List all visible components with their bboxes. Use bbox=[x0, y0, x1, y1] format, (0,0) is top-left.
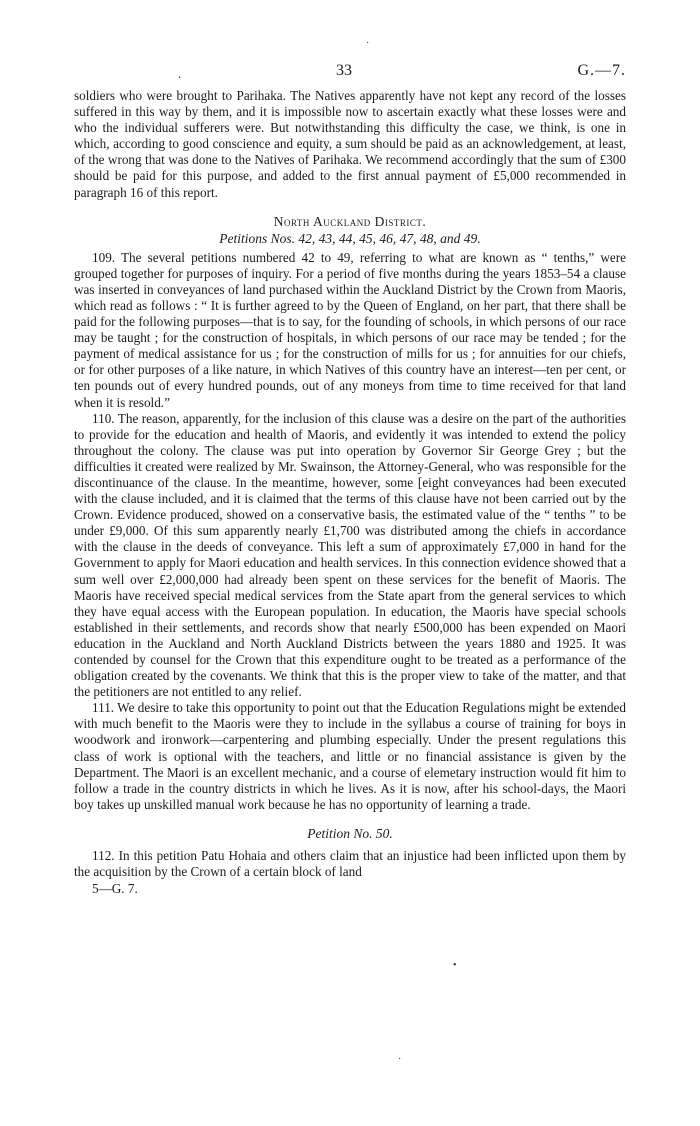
paragraph-111: 111. We desire to take this opportunity to point out that the Education Regulations might be extended with much benefit to the Maoris were they to include in the syllabus a course of training for boys in woodwork and ironwork—carpentering and plumbing especially. Under the present regulations this class of work is optional with the teachers, and little or no financial assistance is given by the Department. The Maori is an excellent mechanic, and a course of elemetary instruction would fit him to follow a trade in the country districts in which he lives. As it is now, after his school-days, the Maori boy takes up unskilled manual work because he has no opportunity of learning a trade. bbox=[74, 700, 626, 812]
stray-mark-bottom: · bbox=[398, 1054, 402, 1065]
paragraph-110: 110. The reason, apparently, for the inclusion of this clause was a desire on the part of the authorities to provide for the education and health of Maoris, and evidently it was intended to extend the policy throughout the colony. The clause was put into operation by Governor Sir George Grey ; but the difficulties it created were realized by Mr. Swainson, the Attorney-General, who was responsible for the discontinuance of the clause. In the meantime, however, some [eight conveyances had been executed with the clause included, and it is claimed that the terms of this clause have not been carried out by the Crown. Evidence produced, showed on a conservative basis, the estimated value of the “ tenths ” to be under £9,000. Of this sum apparently nearly £1,700 was distributed among the chiefs in accordance with the clause in the deeds of conveyance. This left a sum of approximately £7,000 in hand for the Government to apply for Maori education and health services. In this connection evidence showed that a sum well over £2,000,000 had already been spent on these services for the benefit of Maoris. The Maoris have received special medical services from the State apart from the general services to which they have equal access with the European population. In education, the Maoris have special schools established in their settlements, and records show that nearly £500,000 has been expended on Maori education in the Auckland and North Auckland Districts between the years 1880 and 1925. It was contended by counsel for the Crown that this expenditure ought to be treated as a performance of the obligation created by the covenants. We think that this is the proper view to take of the matter, and that the petitioners are not entitled to any relief. bbox=[74, 410, 626, 700]
document-page bbox=[74, 62, 626, 897]
signature-mark: 5—G. 7. bbox=[92, 881, 138, 897]
petition-heading: Petition No. 50. bbox=[307, 825, 393, 841]
stray-mark-top: · bbox=[366, 38, 370, 49]
section-heading: North Auckland District. bbox=[273, 213, 427, 229]
stray-mark-petition: • bbox=[453, 960, 457, 971]
section-subheading: Petitions Nos. 42, 43, 44, 45, 46, 47, 48, and 49. bbox=[219, 230, 481, 246]
page-number: 33 bbox=[336, 62, 352, 79]
header-left-mark: . bbox=[178, 66, 182, 81]
paragraph-109: 109. The several petitions numbered 42 to 49, referring to what are known as “ tenths,” were grouped together for purposes of inquiry. For a period of five months during the years 1853–54 a clause was inserted in conveyances of land purchased within the Auckland District by the Crown from Maoris, which read as follows : “ It is further agreed to by the Queen of England, on her part, that there shall be paid for the following purposes—that is to say, for the founding of schools, in which persons of our race may be taught ; for the construction of hospitals, in which persons of our race may be tended ; for the payment of medical assistance for us ; for the construction of mills for us ; for annuities for our chiefs, or for other purposes of a like nature, in which Natives of this country have an interest—ten per cent, or ten pounds out of every hundred pounds, out of any moneys from time to time received for that land when it is resold.” bbox=[74, 249, 626, 410]
document-series: G.—7. bbox=[577, 62, 626, 79]
page-header bbox=[74, 62, 626, 88]
paragraph-intro: soldiers who were brought to Parihaka. The Natives apparently have not kept any record of the losses suffered in this way by them, and it is impossible now to ascertain exactly what these losses were and who the individual sufferers were. But notwithstanding this difficulty the case, we think, is one in which, according to good conscience and equity, a sum should be paid as an acknowledgement, at least, of the wrong that was done to the Natives of Parihaka. We recommend accordingly that the sum of £300 should be paid for this purpose, and added to the first annual payment of £5,000 recommended in paragraph 16 of this report. bbox=[74, 88, 626, 200]
paragraph-112: 112. In this petition Patu Hohaia and others claim that an injustice had been inflicted upon them by the acquisition by the Crown of a certain block of land bbox=[74, 847, 626, 880]
